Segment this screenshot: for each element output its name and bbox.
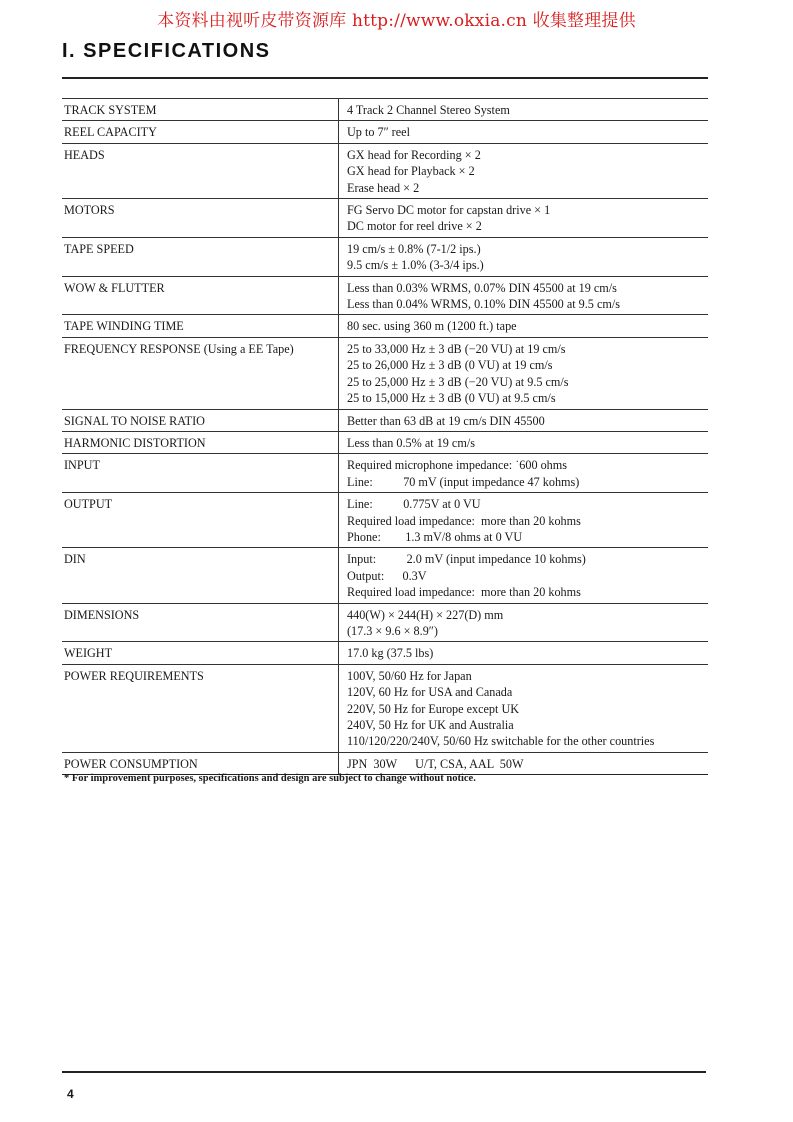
spec-row bbox=[62, 237, 708, 276]
footnote: * For improvement purposes, specifications and design are subject to change without notice. bbox=[64, 773, 476, 784]
spec-value-line: 9.5 cm/s ± 1.0% (3-3/4 ips.) bbox=[347, 258, 484, 273]
spec-value-line: Required load impedance: more than 20 kohms bbox=[347, 513, 581, 528]
spec-value-line: Line: 0.775V at 0 VU bbox=[347, 497, 481, 512]
spec-value-line: JPN 30W U/T, CSA, AAL 50W bbox=[347, 756, 524, 771]
spec-value-line: 440(W) × 244(H) × 227(D) mm bbox=[347, 607, 504, 622]
spec-value-line: GX head for Playback × 2 bbox=[347, 164, 475, 179]
spec-value bbox=[339, 603, 709, 642]
spec-value-line: 25 to 15,000 Hz ± 3 dB (0 VU) at 9.5 cm/s bbox=[347, 391, 556, 406]
watermark-banner: 本资料由视听皮带资源库 http://www.okxia.cn 收集整理提供 bbox=[157, 11, 636, 31]
spec-value-line: 120V, 60 Hz for USA and Canada bbox=[347, 685, 513, 700]
spec-value bbox=[339, 642, 709, 664]
spec-value-line: 80 sec. using 360 m (1200 ft.) tape bbox=[347, 319, 517, 334]
spec-value-line: Up to 7″ reel bbox=[347, 125, 410, 140]
spec-value bbox=[339, 431, 709, 453]
spec-value-line: DC motor for reel drive × 2 bbox=[347, 219, 482, 234]
spec-row bbox=[62, 454, 708, 493]
spec-label: WOW & FLUTTER bbox=[62, 276, 339, 315]
spec-value-line: Less than 0.04% WRMS, 0.10% DIN 45500 at 9.5 cm/s bbox=[347, 297, 620, 312]
title-rule bbox=[62, 77, 708, 79]
spec-row bbox=[62, 409, 708, 431]
spec-value bbox=[339, 409, 709, 431]
spec-value-line: 110/120/220/240V, 50/60 Hz switchable for the other countries bbox=[347, 734, 655, 749]
spec-row bbox=[62, 315, 708, 337]
spec-row bbox=[62, 752, 708, 774]
spec-value-line: 17.0 kg (37.5 lbs) bbox=[347, 646, 434, 661]
spec-value-line: GX head for Recording × 2 bbox=[347, 147, 481, 162]
spec-label: POWER REQUIREMENTS bbox=[62, 664, 339, 752]
spec-row bbox=[62, 199, 708, 238]
spec-label: HARMONIC DISTORTION bbox=[62, 431, 339, 453]
spec-row bbox=[62, 603, 708, 642]
spec-value-line: Less than 0.03% WRMS, 0.07% DIN 45500 at 19 cm/s bbox=[347, 280, 617, 295]
spec-value bbox=[339, 143, 709, 198]
spec-value-line: 25 to 25,000 Hz ± 3 dB (−20 VU) at 9.5 cm/s bbox=[347, 374, 569, 389]
spec-value-line: Less than 0.5% at 19 cm/s bbox=[347, 435, 475, 450]
spec-value-line: Required load impedance: more than 20 kohms bbox=[347, 585, 581, 600]
spec-row bbox=[62, 143, 708, 198]
spec-label: DIMENSIONS bbox=[62, 603, 339, 642]
spec-label: POWER CONSUMPTION bbox=[62, 752, 339, 774]
spec-value bbox=[339, 199, 709, 238]
spec-row bbox=[62, 276, 708, 315]
spec-label: TAPE WINDING TIME bbox=[62, 315, 339, 337]
spec-value bbox=[339, 99, 709, 121]
spec-value-line: Better than 63 dB at 19 cm/s DIN 45500 bbox=[347, 413, 545, 428]
spec-value-line: 4 Track 2 Channel Stereo System bbox=[347, 103, 510, 117]
spec-value bbox=[339, 454, 709, 493]
spec-value bbox=[339, 664, 709, 752]
spec-label: INPUT bbox=[62, 454, 339, 493]
spec-label: FREQUENCY RESPONSE (Using a EE Tape) bbox=[62, 337, 339, 409]
spec-label: DIN bbox=[62, 548, 339, 603]
spec-value bbox=[339, 237, 709, 276]
spec-row bbox=[62, 99, 708, 121]
spec-value bbox=[339, 276, 709, 315]
spec-value-line: FG Servo DC motor for capstan drive × 1 bbox=[347, 203, 551, 218]
spec-value-line: 100V, 50/60 Hz for Japan bbox=[347, 668, 472, 683]
specifications-table bbox=[62, 98, 708, 775]
spec-row bbox=[62, 664, 708, 752]
spec-label: HEADS bbox=[62, 143, 339, 198]
footer-rule bbox=[62, 1071, 706, 1073]
spec-value-line: 240V, 50 Hz for UK and Australia bbox=[347, 718, 514, 732]
spec-label: OUTPUT bbox=[62, 493, 339, 548]
spec-value-line: (17.3 × 9.6 × 8.9″) bbox=[347, 623, 438, 638]
spec-value-line: 220V, 50 Hz for Europe except UK bbox=[347, 701, 520, 716]
spec-value bbox=[339, 121, 709, 143]
spec-value-line: Line: 70 mV (input impedance 47 kohms) bbox=[347, 474, 580, 489]
spec-value-line: Phone: 1.3 mV/8 ohms at 0 VU bbox=[347, 529, 523, 544]
spec-label: SIGNAL TO NOISE RATIO bbox=[62, 409, 339, 431]
page-number: 4 bbox=[67, 1087, 74, 1101]
spec-row bbox=[62, 337, 708, 409]
spec-value bbox=[339, 315, 709, 337]
spec-value-line: Erase head × 2 bbox=[347, 180, 420, 195]
spec-row bbox=[62, 493, 708, 548]
specifications-table-body bbox=[62, 99, 708, 775]
spec-label: TAPE SPEED bbox=[62, 237, 339, 276]
spec-label: MOTORS bbox=[62, 199, 339, 238]
spec-row bbox=[62, 431, 708, 453]
spec-value-line: 19 cm/s ± 0.8% (7-1/2 ips.) bbox=[347, 241, 481, 256]
spec-row bbox=[62, 548, 708, 603]
spec-row bbox=[62, 121, 708, 143]
spec-value-line: Output: 0.3V bbox=[347, 568, 427, 583]
spec-value-line: Input: 2.0 mV (input impedance 10 kohms) bbox=[347, 552, 586, 567]
spec-label: TRACK SYSTEM bbox=[62, 99, 339, 121]
spec-value-line: 25 to 26,000 Hz ± 3 dB (0 VU) at 19 cm/s bbox=[347, 358, 553, 373]
spec-label: REEL CAPACITY bbox=[62, 121, 339, 143]
spec-value bbox=[339, 548, 709, 603]
spec-value bbox=[339, 493, 709, 548]
spec-value-line: 25 to 33,000 Hz ± 3 dB (−20 VU) at 19 cm/s bbox=[347, 341, 566, 356]
page-title: I. SPECIFICATIONS bbox=[62, 40, 271, 62]
spec-value-line: Required microphone impedance: ˙600 ohms bbox=[347, 458, 567, 473]
spec-label: WEIGHT bbox=[62, 642, 339, 664]
spec-value bbox=[339, 337, 709, 409]
spec-value bbox=[339, 752, 709, 774]
spec-row bbox=[62, 642, 708, 664]
